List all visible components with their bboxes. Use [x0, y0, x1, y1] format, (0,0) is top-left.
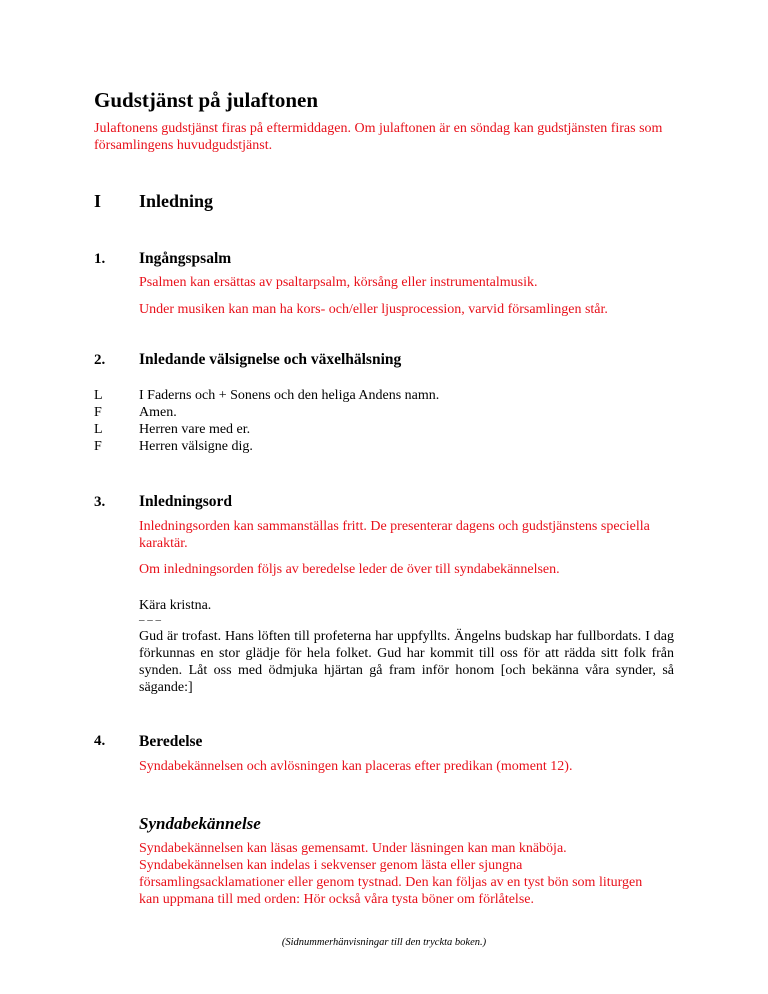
intro-rubric: Julaftonens gudstjänst firas på eftermiddagen. Om julaftonen är en söndag kan gudstjänsten firas som församlingens huvudgudstjänst. — [94, 121, 663, 153]
subheading-note: Syndabekännelsen kan läsas gemensamt. Under läsningen kan man knäböja. Syndabekännelsen kan indelas i sekvenser genom lästa eller sjungna församlingsacklamationer eller genom tystnad. Den kan följas av en tyst bön som liturgen kan uppmana till med orden: Hör också våra tysta böner om förlåtelse. — [139, 841, 643, 907]
item-3-note-2: Om inledningsorden följs av beredelse leder de över till syndabekännelsen. — [139, 562, 560, 577]
item-1-note-2: Under musiken kan man ha kors- och/eller ljusprocession, varvid församlingen står. — [139, 302, 608, 317]
dialog-speaker: L — [94, 388, 103, 403]
item-3-dashes: – – – — [139, 614, 161, 626]
dialog-speaker: F — [94, 439, 102, 454]
dialog-text: I Faderns och + Sonens och den heliga Andens namn. — [139, 388, 440, 403]
item-3-note-1: Inledningsorden kan sammanställas fritt. De presenterar dagens och gudstjänstens speciella karaktär. — [139, 519, 650, 551]
item-1-note-1: Psalmen kan ersättas av psaltarpsalm, körsång eller instrumentalmusik. — [139, 275, 538, 290]
item-2-number: 2. — [94, 352, 106, 368]
item-1-number: 1. — [94, 251, 106, 267]
item-4-note-1: Syndabekännelsen och avlösningen kan placeras efter predikan (moment 12). — [139, 759, 573, 774]
item-1-title: Ingångspsalm — [139, 250, 232, 267]
dialog-text: Herren vare med er. — [139, 422, 251, 437]
dialog-speaker: L — [94, 422, 103, 437]
footer-note: (Sidnummerhänvisningar till den tryckta boken.) — [281, 937, 487, 948]
item-4-number: 4. — [94, 733, 106, 749]
dialog-text: Amen. — [139, 405, 177, 420]
subheading: Syndabekännelse — [139, 814, 261, 833]
dialog-speaker: F — [94, 405, 102, 420]
item-3-title: Inledningsord — [139, 493, 233, 510]
item-3-number: 3. — [94, 494, 106, 510]
item-3-address: Kära kristna. — [139, 598, 212, 613]
item-3-text: Gud är trofast. Hans löften till profeterna har uppfyllts. Ängelns budskap har fullbordats. I dag förkunnas en stor glädje för hela folket. Gud har kommit till oss för att rädda sitt folk från synden. Låt oss med ödmjuka hjärtan gå fram inför honom [och bekänna våra synder, så sägande:] — [139, 629, 674, 695]
dialog-text: Herren välsigne dig. — [139, 439, 253, 454]
page-title: Gudstjänst på julaftonen — [94, 88, 319, 112]
item-2-title: Inledande välsignelse och växelhälsning — [139, 351, 402, 368]
item-4-title: Beredelse — [139, 733, 203, 750]
part-title: Inledning — [139, 191, 214, 211]
part-number: I — [94, 191, 102, 211]
